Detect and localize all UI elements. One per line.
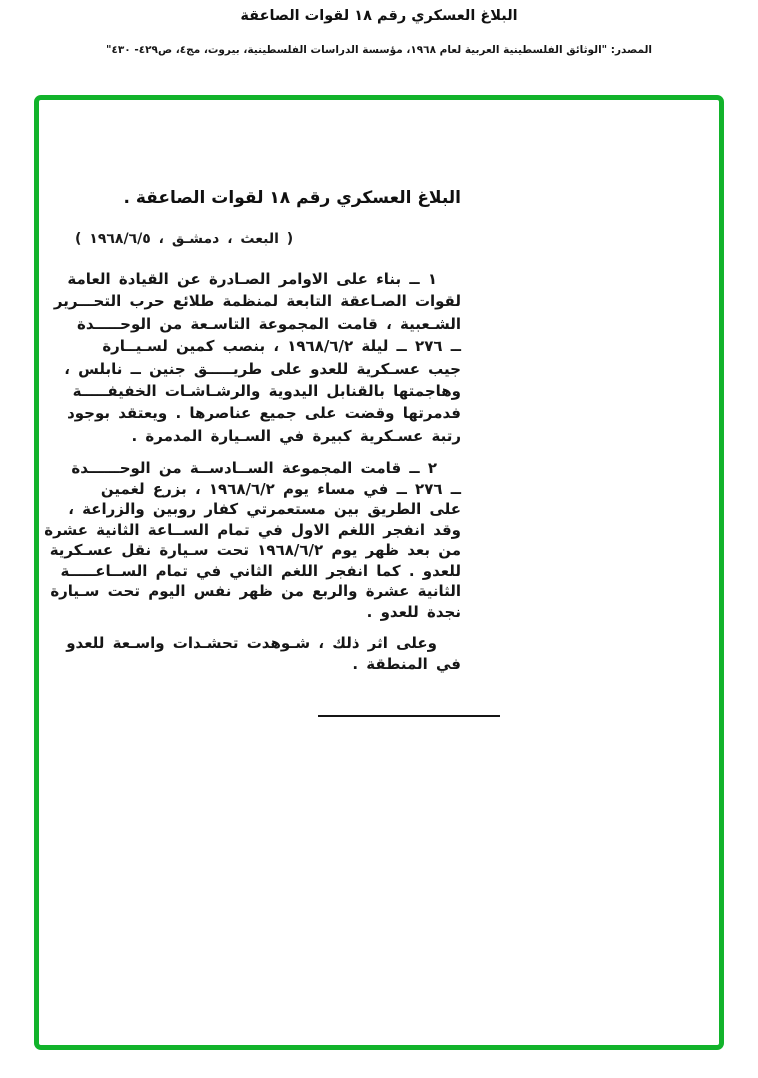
- document-page: [34, 95, 724, 1050]
- document-body: [39, 268, 461, 675]
- text-line: لقوات الصـاعقة التابعة لمنظمة طلائع حرب التحـــرير: [53, 292, 461, 311]
- text-line: الشـعبية ، قامت المجموعة التاسـعة من الوحـــــدة: [77, 314, 461, 333]
- text-line: من بعد ظهر يوم ١٩٦٨/٦/٢ تحت سـيارة نقل عسـكرية: [49, 541, 461, 560]
- text-line: ١ ــ بناء على الاوامر الصـادرة عن القيادة العامة: [67, 270, 437, 288]
- paragraph: [39, 633, 461, 675]
- document-title: البلاغ العسكري رقم ١٨ لقوات الصاعقة .: [123, 188, 461, 208]
- text-line: ــ ٢٧٦ ــ في مساء يوم ١٩٦٨/٦/٢ ، بزرع لغمين: [100, 479, 461, 498]
- divider-rule: [318, 715, 500, 717]
- text-line: وقد انفجر اللغم الاول في تمام الســاعة الثانية عشرة: [44, 520, 461, 539]
- text-line: للعدو . كما انفجر اللغم الثاني في تمام الســاعـــــة: [60, 561, 461, 580]
- text-line: في المنطقة .: [352, 655, 461, 674]
- source-citation: المصدر: "الوثائق الفلسطينية العربية لعام ١٩٦٨، مؤسسة الدراسات الفلسطينية، بيروت، مج٤، ص٤٢٩- ٤٣٠": [105, 44, 653, 56]
- text-line: جيب عسـكرية للعدو على طريـــــق جنين ــ نابلس ،: [64, 359, 461, 378]
- dateline: ( البعث ، دمشـق ، ١٩٦٨/٦/٥ ): [75, 231, 294, 247]
- paragraph: [39, 458, 461, 622]
- text-line: فدمرتها وقضت على جميع عناصرها . ويعتقد بوجود: [67, 404, 461, 423]
- text-line: وعلى اثر ذلك ، شـوهدت تحشـدات واسـعة للعدو: [66, 634, 437, 653]
- text-line: ــ ٢٧٦ ــ ليلة ١٩٦٨/٦/٢ ، بنصب كمين لسـيــارة: [102, 337, 461, 356]
- text-line: وهاجمتها بالقنابل اليدوية والرشـاشـات الخفيفـــــة: [72, 382, 461, 401]
- text-line: ٢ ــ قامت المجموعة الســادســة من الوحــــــدة: [71, 459, 437, 478]
- text-line: الثانية عشرة والربع من ظهر نفس اليوم تحت سـيارة: [50, 582, 461, 601]
- text-line: نجدة للعدو .: [366, 602, 461, 621]
- text-line: رتبة عسـكرية كبيرة في السـيارة المدمرة .: [131, 426, 461, 445]
- header-title: البلاغ العسكري رقم ١٨ لقوات الصاعقة: [240, 8, 518, 24]
- paragraph: [39, 268, 461, 447]
- text-line: على الطريق بين مستعمرتي كفار روبين والزراعة ،: [68, 500, 461, 519]
